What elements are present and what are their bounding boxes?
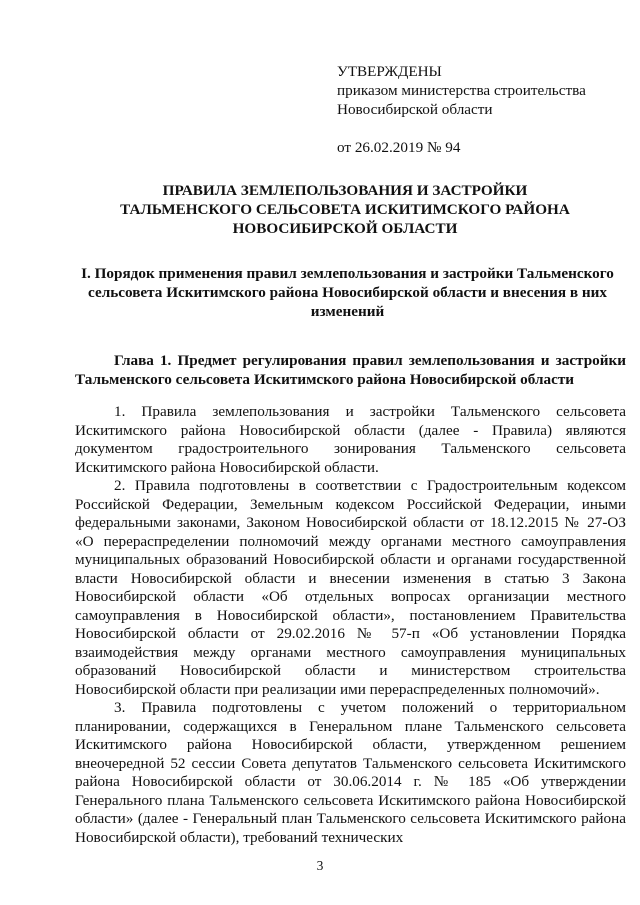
page-number: 3 (316, 858, 324, 873)
approval-region-line: Новосибирской области (337, 101, 493, 118)
approval-heading: УТВЕРЖДЕНЫ (337, 63, 442, 80)
section-line-2: сельсовета Искитимского района Новосибирской области и внесения в них (88, 284, 607, 301)
approval-date-line: от 26.02.2019 № 94 (337, 139, 461, 156)
approval-spacer (337, 119, 627, 138)
paragraph-2: 2. Правила подготовлены в соответствии с Градостроительным кодексом Российской Федерации, Земельным кодексом Российской Федерации, иными федеральными законами, Законом Новосибирской области от 18.12.2015 № 27-ОЗ «О перераспределении полномочий между органами местного самоуправления муниципальных образований Новосибирской области и органами государственной власти Новосибирской области и внесении изменения в статью 3 Закона Новосибирской области «Об отдельных вопросах организации местного самоуправления в Новосибирской области», постановлением Правительства Новосибирской области от 29.02.2016 № 57-п «Об установлении Порядка взаимодействия между органами местного самоуправления муниципальных образований Новосибирской области и министерством строительства Новосибирской области при реализации ими перераспределенных полномочий». (75, 477, 626, 698)
section-line-1: I. Порядок применения правил землепользования и застройки Тальменского (81, 265, 614, 282)
body-text (75, 403, 626, 847)
approval-block (337, 62, 627, 157)
paragraph-3: 3. Правила подготовлены с учетом положений о территориальном планировании, содержащихся в Генеральном плане Тальменского сельсовета Искитимского района Новосибирской области, утвержденном решением внеочередной 52 сессии Совета депутатов Тальменского сельсовета Искитимского района Новосибирской области от 30.06.2014 г. № 185 «Об утверждении Генерального плана Тальменского сельсовета Искитимского района Новосибирской области» (далее - Генеральный план Тальменского сельсовета Искитимского района Новосибирской области), требований технических (75, 699, 626, 846)
document-title (60, 181, 630, 238)
title-line-3: НОВОСИБИРСКОЙ ОБЛАСТИ (232, 220, 458, 237)
section-heading (70, 264, 625, 321)
title-line-1: ПРАВИЛА ЗЕМЛЕПОЛЬЗОВАНИЯ И ЗАСТРОЙКИ (162, 182, 528, 199)
approval-order-line: приказом министерства строительства (337, 82, 586, 99)
title-line-2: ТАЛЬМЕНСКОГО СЕЛЬСОВЕТА ИСКИТИМСКОГО РАЙОНА (120, 201, 570, 218)
paragraph-1: 1. Правила землепользования и застройки Тальменского сельсовета Искитимского района Новосибирской области (далее - Правила) являются документом градостроительного зонирования Тальменского сельсовета Искитимского района Новосибирской области. (75, 403, 626, 476)
chapter-heading: Глава 1. Предмет регулирования правил землепользования и застройки Тальменского сельсовета Искитимского района Новосибирской области (75, 352, 626, 388)
section-line-3: изменений (310, 303, 385, 320)
